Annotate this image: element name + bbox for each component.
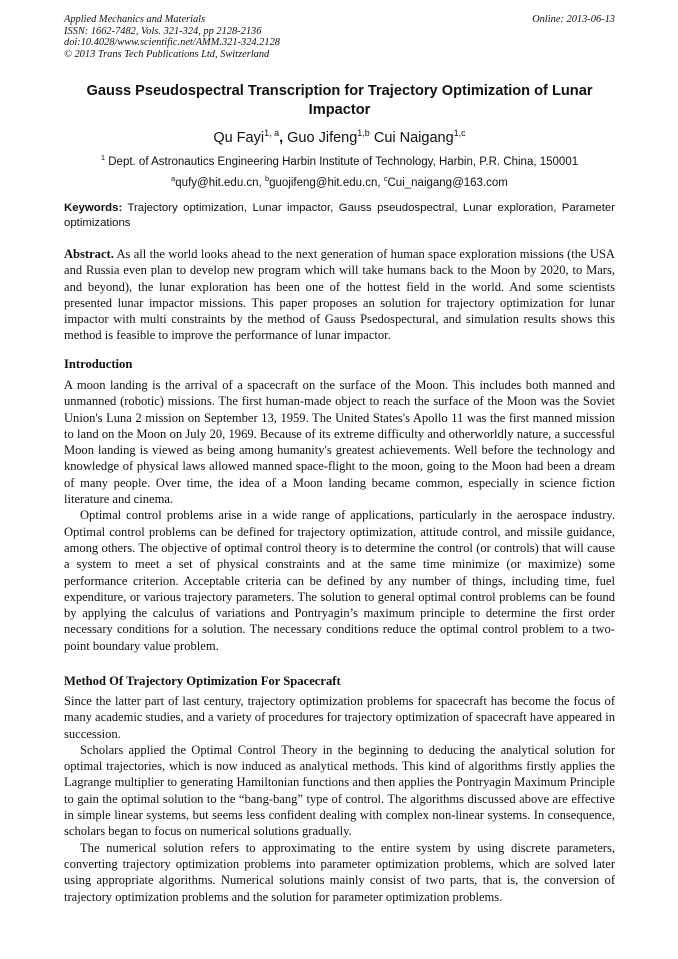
author-name: Cui Naigang: [373, 129, 454, 146]
copyright-line: © 2013 Trans Tech Publications Ltd, Switzerland: [64, 48, 270, 60]
abstract-text: As all the world looks ahead to the next generation of human space exploration missions (the USA and Russia even plan to develop new program which will take humans back to the Moon by 2020, to Mars, and beyond), the lunar exploration has been one of the hottest field in the world. And some scientists presented lunar impactor missions. This paper proposes an solution for trajectory optimization for lunar impactor with multi constraints by the method of Gauss Psedospectural, and simulation results shows this method is feasible to improve the performance of lunar impactor.: [64, 247, 615, 343]
email-address: qufy@hit.edu.cn,: [175, 176, 265, 189]
paragraph: Optimal control problems arise in a wide range of applications, particularly in the aerospace industry. Optimal control problems can be defined for trajectory optimization, attitude control, and missile guidance, among others. The objective of optimal control theory is to determine the control (or controls) that will cause a system to meet a set of physical constraints and at the same time minimize (or maximize) some performance criterion. Acceptable criteria can be defined by any number of things, including time, fuel expenditure, or various trajectory parameters. The solution to general optimal control problems can be found by applying the calculus of variations and Pontryagin’s maximum principle to determine the first order necessary conditions for a solution. The necessary conditions reduce the optimal control problem to a two-point boundary value problem.: [64, 508, 615, 653]
author-separator: ,: [279, 129, 288, 146]
keywords-text: Trajectory optimization, Lunar impactor, Gauss pseudospectral, Lunar exploration, Parameter optimizations: [64, 202, 615, 229]
paragraph: Since the latter part of last century, trajectory optimization problems for spacecraft has become the focus of many academic studies, and a variety of procedures for trajectory optimization of spacecraft have appeared in succession.: [64, 694, 615, 741]
affiliation-text: Dept. of Astronautics Engineering Harbin Institute of Technology, Harbin, P.R. China, 150001: [105, 155, 579, 168]
journal-name: Applied Mechanics and Materials: [64, 14, 206, 25]
section-heading-method: Method Of Trajectory Optimization For Spacecraft: [64, 674, 341, 688]
author-name: Qu Fayi: [213, 129, 265, 146]
paragraph: Scholars applied the Optimal Control Theory in the beginning to deducing the analytical solution for optimal trajectories, which is now induced as analytical methods. This kind of algorithms firstly applies the Lagrange multiplier to generating Hamiltonian functions and then applies the Pontryagin Maximum Principle to gain the optimal solution to the “bang-bang” type of control. The algorithms discussed above are effective in simple linear systems, but seems less confident dealing with complex non-linear systems. In consequence, scholars began to focus on numerical solutions gradually.: [64, 742, 615, 839]
author-list: [64, 124, 615, 147]
introduction-body: [64, 377, 615, 654]
email-address: Cui_naigang@163.com: [387, 176, 508, 189]
paper-title: Gauss Pseudospectral Transcription for Trajectory Optimization of Lunar Impactor: [86, 83, 593, 118]
email-mark: b: [264, 174, 270, 183]
affiliation: [64, 151, 615, 169]
abstract-label: Abstract.: [64, 247, 114, 261]
affiliation-mark: 1: [100, 153, 106, 162]
publication-header: [64, 14, 615, 60]
method-body: [64, 693, 615, 905]
abstract: [64, 246, 615, 344]
email-mark: a: [171, 174, 176, 183]
keywords-label: Keywords:: [64, 202, 123, 214]
author-affiliation-mark: 1,b: [357, 128, 370, 138]
online-date: Online: 2013-06-13: [532, 14, 615, 25]
keywords: [64, 201, 615, 230]
email-list: [64, 172, 615, 190]
issn-line: ISSN: 1662-7482, Vols. 321-324, pp 2128-2136: [64, 25, 262, 37]
email-address: guojifeng@hit.edu.cn,: [269, 176, 384, 189]
author-affiliation-mark: 1, a: [264, 128, 280, 138]
paragraph: A moon landing is the arrival of a spacecraft on the surface of the Moon. This includes both manned and unmanned (robotic) missions. The first human-made object to reach the surface of the Moon was the Soviet Union's Luna 2 mission on September 13, 1959. The United States's Apollo 11 was the first manned mission to land on the Moon on July 20, 1969. Because of its extreme difficulty and otherworldly nature, a successful Moon landing is viewed as being among humanity's greatest achievements. Well before the technology and knowledge of physical laws allowed manned space-flight to the moon, going to the Moon had been a dream of many people. Over time, the idea of a Moon landing became common, especially in science fiction literature and cinema.: [64, 378, 615, 507]
section-heading-introduction: Introduction: [64, 357, 133, 371]
doi-line: doi:10.4028/www.scientific.net/AMM.321-324.2128: [64, 37, 280, 49]
author-affiliation-mark: 1,c: [453, 128, 466, 138]
paragraph: The numerical solution refers to approximating to the entire system by using discrete parameters, converting trajectory optimization problems into parameter optimization problems, which are solved later using appropriate algorithms. Numerical solutions mainly consist of two parts, that is, the conversion of trajectory optimization problems and the solution for parameter optimization problems.: [64, 840, 615, 904]
email-mark: c: [383, 174, 388, 183]
author-name: Guo Jifeng: [287, 129, 358, 146]
